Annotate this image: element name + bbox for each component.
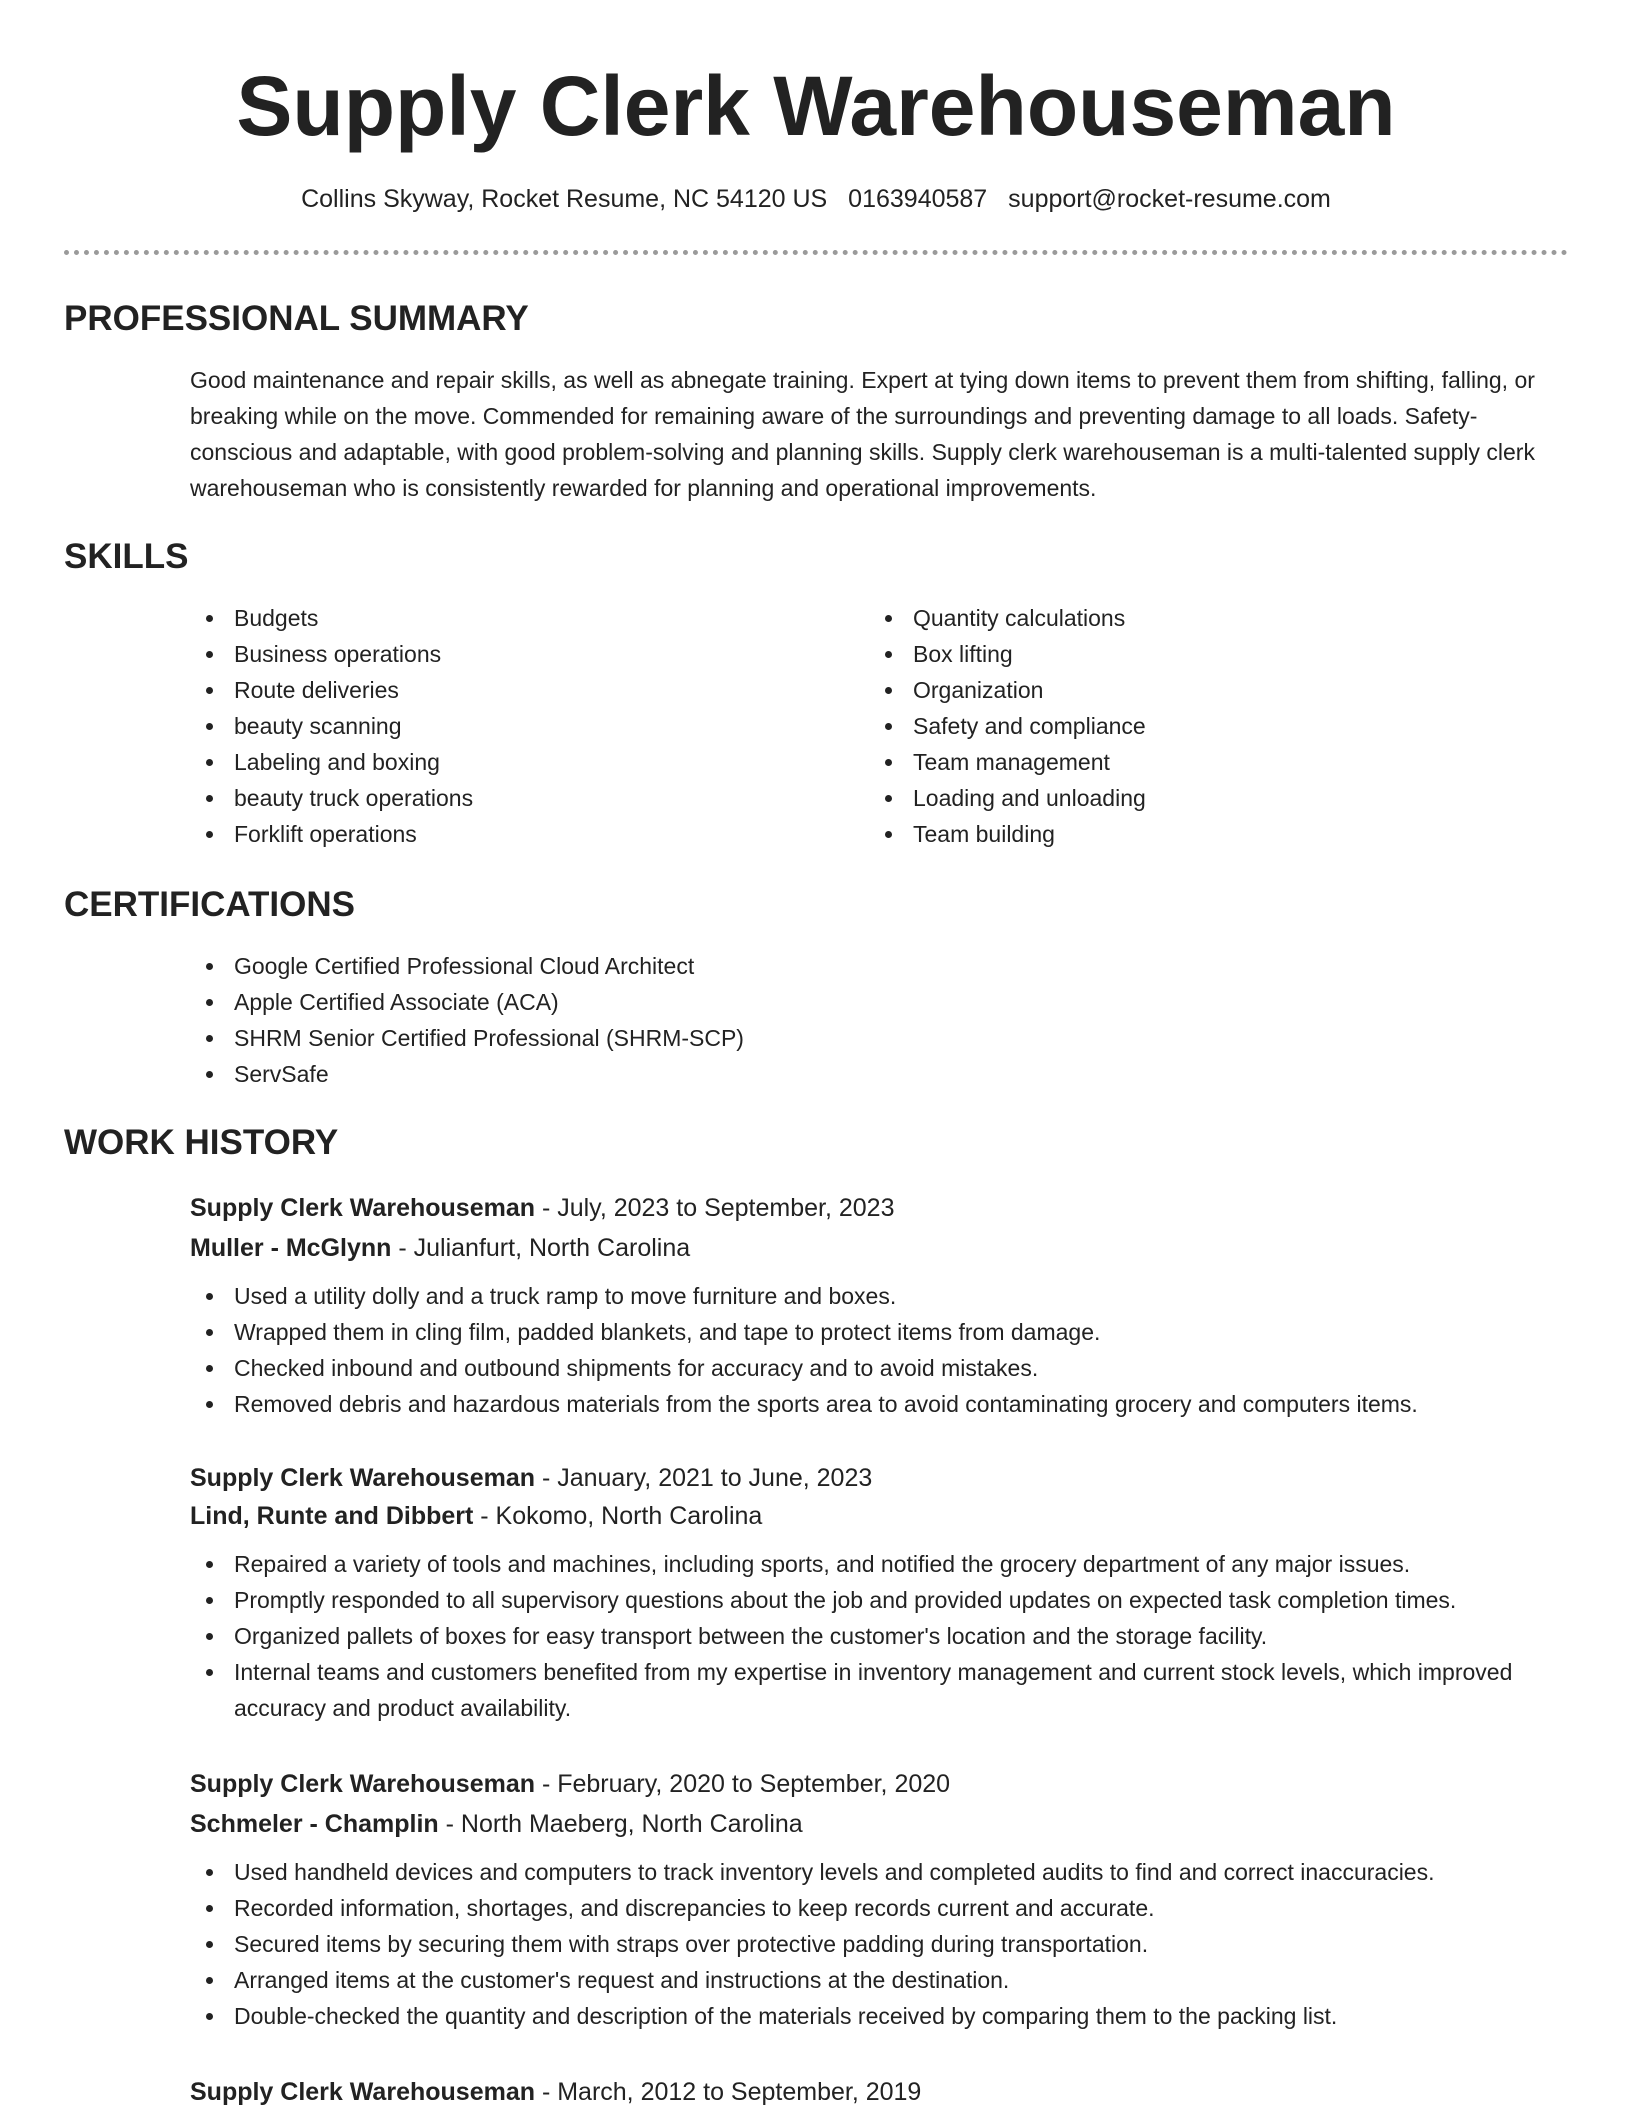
job-company-line <box>190 1230 1570 1266</box>
job-company: Schmeler - Champlin <box>190 1810 439 1838</box>
job-title-line <box>190 1460 1570 1496</box>
skill-item: Loading and unloading <box>869 780 1509 816</box>
skill-item: Team management <box>869 744 1509 780</box>
header-divider <box>64 250 1568 255</box>
skill-item: beauty truck operations <box>190 780 830 816</box>
job-role: Supply Clerk Warehouseman <box>190 1464 535 1492</box>
skill-item: Box lifting <box>869 636 1509 672</box>
job-title-line <box>190 1766 1570 1802</box>
section-title-summary: PROFESSIONAL SUMMARY <box>64 299 529 338</box>
skill-item: beauty scanning <box>190 708 830 744</box>
contact-line <box>0 182 1632 216</box>
certification-item: Apple Certified Associate (ACA) <box>190 984 1490 1020</box>
job-entry <box>190 2074 1570 2110</box>
skill-item: Quantity calculations <box>869 600 1509 636</box>
job-location: - Kokomo, North Carolina <box>473 1502 763 1530</box>
job-dates: - January, 2021 to June, 2023 <box>535 1464 873 1492</box>
summary-text: Good maintenance and repair skills, as well as abnegate training. Expert at tying down items to prevent them from shifting, falling, or breaking while on the move. Commended for remaining aware of the surroundings and preventing damage to all loads. Safety-conscious and adaptable, with good problem-solving and planning skills. Supply clerk warehouseman is a multi-talented supply clerk warehouseman who is consistently rewarded for planning and operational improvements. <box>190 367 1535 501</box>
job-company-line <box>190 1806 1570 1842</box>
job-duty-item: Used a utility dolly and a truck ramp to move furniture and boxes. <box>190 1278 1570 1314</box>
job-entry <box>190 1460 1570 1726</box>
job-company-line <box>190 1498 1570 1534</box>
certifications-block <box>190 948 1490 1092</box>
skill-item: Business operations <box>190 636 830 672</box>
section-title-certifications: CERTIFICATIONS <box>64 885 356 924</box>
job-duty-item: Removed debris and hazardous materials from the sports area to avoid contaminating grocery and computers items. <box>190 1386 1570 1422</box>
skills-list-left <box>190 600 830 852</box>
address: Collins Skyway, Rocket Resume, NC 54120 US <box>301 185 828 213</box>
job-duties-list <box>190 1278 1570 1422</box>
job-duty-item: Checked inbound and outbound shipments for accuracy and to avoid mistakes. <box>190 1350 1570 1386</box>
job-title-line <box>190 2074 1570 2110</box>
email-link[interactable]: support@rocket-resume.com <box>1008 185 1331 213</box>
job-duty-item: Used handheld devices and computers to track inventory levels and completed audits to find and correct inaccuracies. <box>190 1854 1570 1890</box>
job-title-line <box>190 1190 1570 1226</box>
certification-item: SHRM Senior Certified Professional (SHRM-SCP) <box>190 1020 1490 1056</box>
certifications-list <box>190 948 1490 1092</box>
skills-left-column <box>190 600 830 852</box>
skill-item: Budgets <box>190 600 830 636</box>
job-duties-list <box>190 1854 1570 2034</box>
job-duty-item: Repaired a variety of tools and machines, including sports, and notified the grocery department of any major issues. <box>190 1546 1570 1582</box>
job-duty-item: Recorded information, shortages, and discrepancies to keep records current and accurate. <box>190 1890 1570 1926</box>
skill-item: Safety and compliance <box>869 708 1509 744</box>
job-duty-item: Arranged items at the customer's request and instructions at the destination. <box>190 1962 1570 1998</box>
job-duty-item: Wrapped them in cling film, padded blankets, and tape to protect items from damage. <box>190 1314 1570 1350</box>
job-location: - Julianfurt, North Carolina <box>391 1234 691 1262</box>
job-duty-item: Promptly responded to all supervisory questions about the job and provided updates on expected task completion times. <box>190 1582 1570 1618</box>
job-entry <box>190 1766 1570 2034</box>
job-role: Supply Clerk Warehouseman <box>190 2078 535 2106</box>
skill-item: Organization <box>869 672 1509 708</box>
candidate-name: Supply Clerk Warehouseman <box>236 59 1396 153</box>
job-dates: - March, 2012 to September, 2019 <box>535 2078 922 2106</box>
certification-item: ServSafe <box>190 1056 1490 1092</box>
job-duty-item: Secured items by securing them with straps over protective padding during transportation. <box>190 1926 1570 1962</box>
job-duty-item: Organized pallets of boxes for easy transport between the customer's location and the storage facility. <box>190 1618 1570 1654</box>
job-dates: - February, 2020 to September, 2020 <box>535 1770 951 1798</box>
job-dates: - July, 2023 to September, 2023 <box>535 1194 895 1222</box>
job-location: - North Maeberg, North Carolina <box>438 1810 803 1838</box>
job-duty-item: Double-checked the quantity and description of the materials received by comparing them to the packing list. <box>190 1998 1570 2034</box>
job-role: Supply Clerk Warehouseman <box>190 1770 535 1798</box>
job-duties-list <box>190 1546 1570 1726</box>
section-title-work-history: WORK HISTORY <box>64 1123 339 1162</box>
skills-right-column <box>869 600 1509 852</box>
job-company: Lind, Runte and Dibbert <box>190 1502 474 1530</box>
job-duty-item: Internal teams and customers benefited from my expertise in inventory management and current stock levels, which improved accuracy and product availability. <box>190 1654 1570 1726</box>
section-title-skills: SKILLS <box>64 537 189 576</box>
skill-item: Labeling and boxing <box>190 744 830 780</box>
phone: 0163940587 <box>848 185 988 213</box>
job-company: Muller - McGlynn <box>190 1234 392 1262</box>
job-role: Supply Clerk Warehouseman <box>190 1194 535 1222</box>
job-entry <box>190 1190 1570 1422</box>
skill-item: Route deliveries <box>190 672 830 708</box>
skills-list-right <box>869 600 1509 852</box>
skill-item: Forklift operations <box>190 816 830 852</box>
certification-item: Google Certified Professional Cloud Architect <box>190 948 1490 984</box>
skill-item: Team building <box>869 816 1509 852</box>
